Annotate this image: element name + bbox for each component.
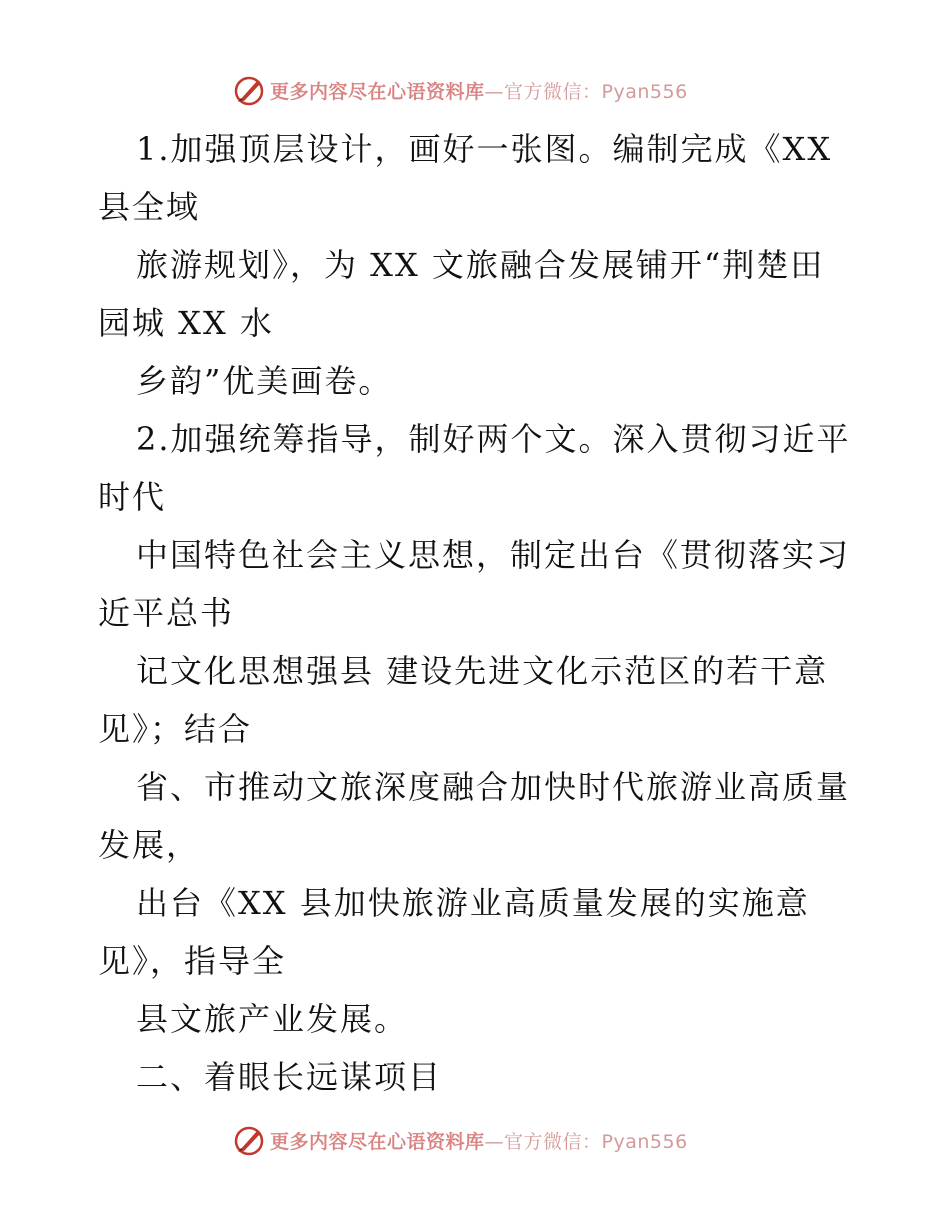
quill-pen-logo-icon xyxy=(232,1123,266,1157)
text-line: 县全域 xyxy=(98,188,201,226)
quill-pen-logo-icon xyxy=(232,73,266,107)
watermark-text: 更多内容尽在心语资料库—官方微信：Pyan556 xyxy=(270,1130,688,1153)
text-line: 旅游规划》，为 XX 文旅融合发展铺开“荆楚田 xyxy=(136,246,825,284)
text-line: 时代 xyxy=(98,478,167,516)
text-line: 出台《XX 县加快旅游业高质量发展的实施意 xyxy=(136,884,810,922)
text-line: 县文旅产业发展。 xyxy=(136,1000,409,1038)
text-line: 乡韵”优美画卷。 xyxy=(136,362,393,400)
text-line: 省、市推动文旅深度融合加快时代旅游业高质量 xyxy=(136,768,851,806)
text-line: 近平总书 xyxy=(98,594,235,632)
text-line: 二、着眼长远谋项目 xyxy=(136,1058,443,1096)
watermark-header xyxy=(232,73,688,107)
text-line: 1.加强顶层设计，画好一张图。编制完成《XX xyxy=(136,130,833,168)
text-line: 园城 XX 水 xyxy=(98,304,274,342)
text-line: 见》，指导全 xyxy=(98,942,287,980)
text-line: 中国特色社会主义思想，制定出台《贯彻落实习 xyxy=(136,536,851,574)
text-line: 记文化思想强县 建设先进文化示范区的若干意 xyxy=(136,652,829,690)
watermark-footer xyxy=(232,1123,688,1157)
watermark-text: 更多内容尽在心语资料库—官方微信：Pyan556 xyxy=(270,80,688,103)
text-line: 发展， xyxy=(98,826,201,864)
text-line: 2.加强统筹指导，制好两个文。深入贯彻习近平 xyxy=(136,420,851,458)
text-line: 见》；结合 xyxy=(98,710,253,748)
